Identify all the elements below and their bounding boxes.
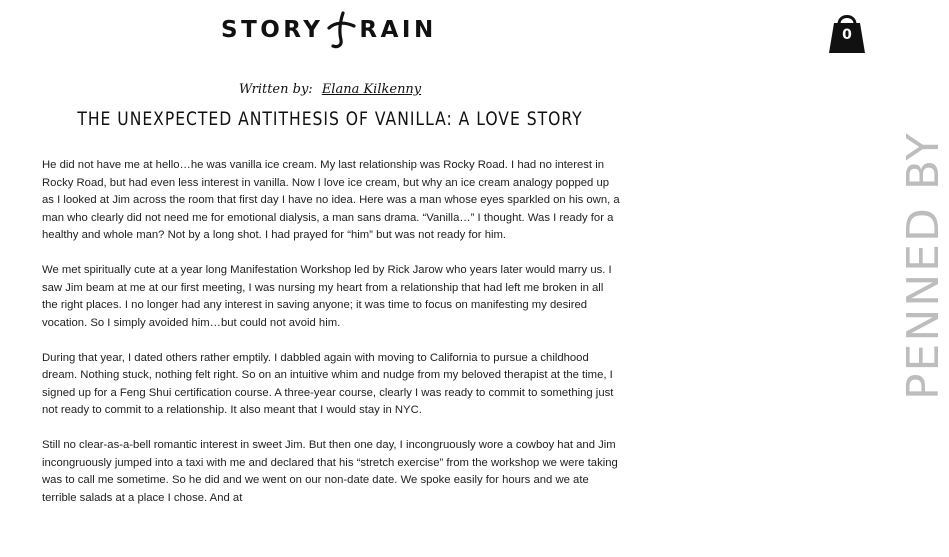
brand-logo[interactable]: [221, 10, 441, 50]
author-link[interactable]: Elana Kilkenny: [321, 82, 422, 97]
article-title: THE UNEXPECTED ANTITHESIS OF VANILLA: A LOVE STORY: [77, 108, 583, 130]
article-paragraph: He did not have me at hello…he was vanilla ice cream. My last relationship was Rocky Road. I had no interest in Rocky Road, but had even less interest in vanilla. Now I love ice cream, but why an ice cream analogy popped up as I looked at Jim across the room that first day I have no idea. Here was a man whose eyes sparkled on his own, a man who clearly did not need me for emotional dialysis, a man sans drama. “Vanilla…” I thought. Was I ready for a healthy and whole man? Not by a long shot. I had prayed for “him” but was not ready for him.: [42, 159, 620, 241]
byline-label: Written by:: [238, 82, 313, 97]
penned-by-label: PENNED BY: [898, 131, 949, 400]
article-body: [42, 157, 622, 525]
article-paragraph: Still no clear-as-a-bell romantic interest in sweet Jim. But then one day, I incongruously wore a cowboy hat and Jim incongruously jumped into a taxi with me and declared that his “stretch exercise” from the workshop we were taking was to call me sometime. So he did and we went on our non-date date. We spoke easily for hours and we ate terrible salads at a place I chose. And at: [42, 439, 618, 504]
brand-word-left: STORY: [221, 17, 324, 43]
brand-word-right: RAIN: [359, 17, 437, 43]
cart-count: 0: [842, 27, 852, 43]
byline: [0, 82, 660, 97]
penned-by-sidebar: [840, 131, 949, 410]
cart-button[interactable]: [825, 10, 869, 56]
ampersand-icon: [325, 10, 357, 50]
article-paragraph: We met spiritually cute at a year long Manifestation Workshop led by Rick Jarow who years later would marry us. I saw Jim beam at me at our first meeting, I was nursing my heart from a relationship that had left me broken in all the right places. I no longer had any interest in saving anyone; it was time to focus on manifesting my desired vocation. So I simply avoided him…but could not avoid him.: [42, 264, 612, 329]
article-paragraph: During that year, I dated others rather emptily. I dabbled again with moving to California to pursue a childhood dream. Nothing stuck, nothing felt right. So on an intuitive whim and nudge from my beloved therapist at the time, I signed up for a Feng Shui certification course. A three-year course, clearly I was ready to commit to something just not ready to commit to a relationship. It also meant that I would stay in NYC.: [42, 351, 614, 416]
